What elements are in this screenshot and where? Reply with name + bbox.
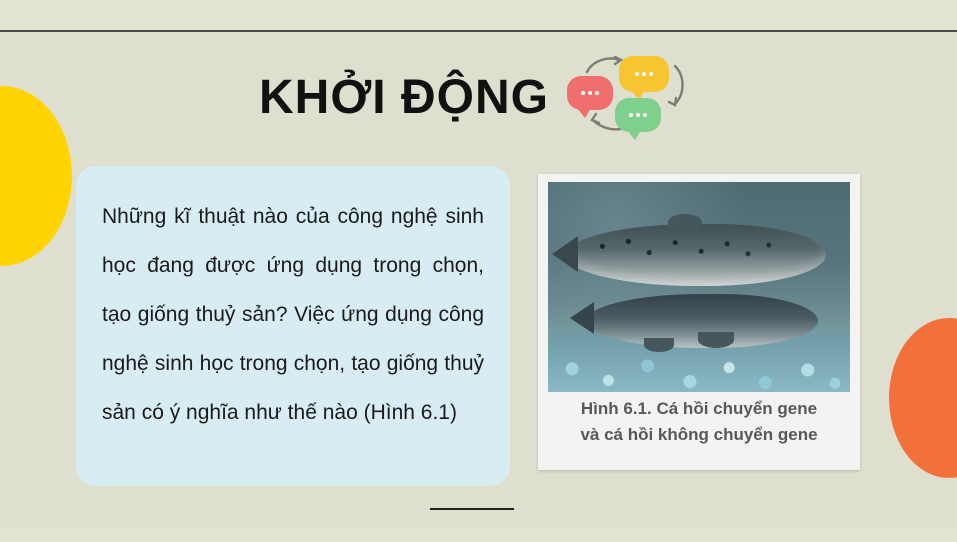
bubble-dots [629, 113, 647, 117]
fish-transgenic-tail [552, 236, 578, 272]
underline-mark [430, 508, 514, 510]
fish-transgenic-fin [668, 214, 702, 230]
top-band [0, 0, 957, 30]
bubble-dots [581, 91, 599, 95]
title-row [0, 56, 957, 138]
speech-bubble-yellow-icon [619, 56, 669, 92]
figure-photo [548, 182, 850, 392]
decorative-circle-orange [889, 318, 957, 478]
fish-non-transgenic-tail [570, 302, 594, 334]
figure-panel [538, 174, 860, 470]
fish-transgenic-spots [566, 224, 826, 286]
bottom-band [0, 528, 957, 542]
figure-caption-line1: Hình 6.1. Cá hồi chuyển gene [580, 399, 818, 418]
bubble-dots [635, 72, 653, 76]
question-text: Những kĩ thuật nào của công nghệ sinh học đang được ứng dụng trong chọn, tạo giống thuỷ sản? Việc ứng dụng công nghệ sinh học trong chọn, tạo giống thuỷ sản có ý nghĩa như thế nào (Hình 6.1) [102, 205, 484, 424]
figure-caption [538, 396, 860, 448]
fish-non-transgenic-pelvic-fin [644, 338, 674, 352]
fish-non-transgenic-fin [698, 332, 734, 348]
figure-caption-line2: và cá hồi không chuyển gene [580, 425, 818, 444]
header-divider [0, 30, 957, 32]
speech-bubble-green-icon [615, 98, 661, 132]
page-title: KHỞI ĐỘNG [259, 70, 549, 124]
question-card [76, 166, 510, 486]
speech-bubbles-icon [563, 54, 698, 140]
speech-bubble-red-icon [567, 76, 613, 110]
